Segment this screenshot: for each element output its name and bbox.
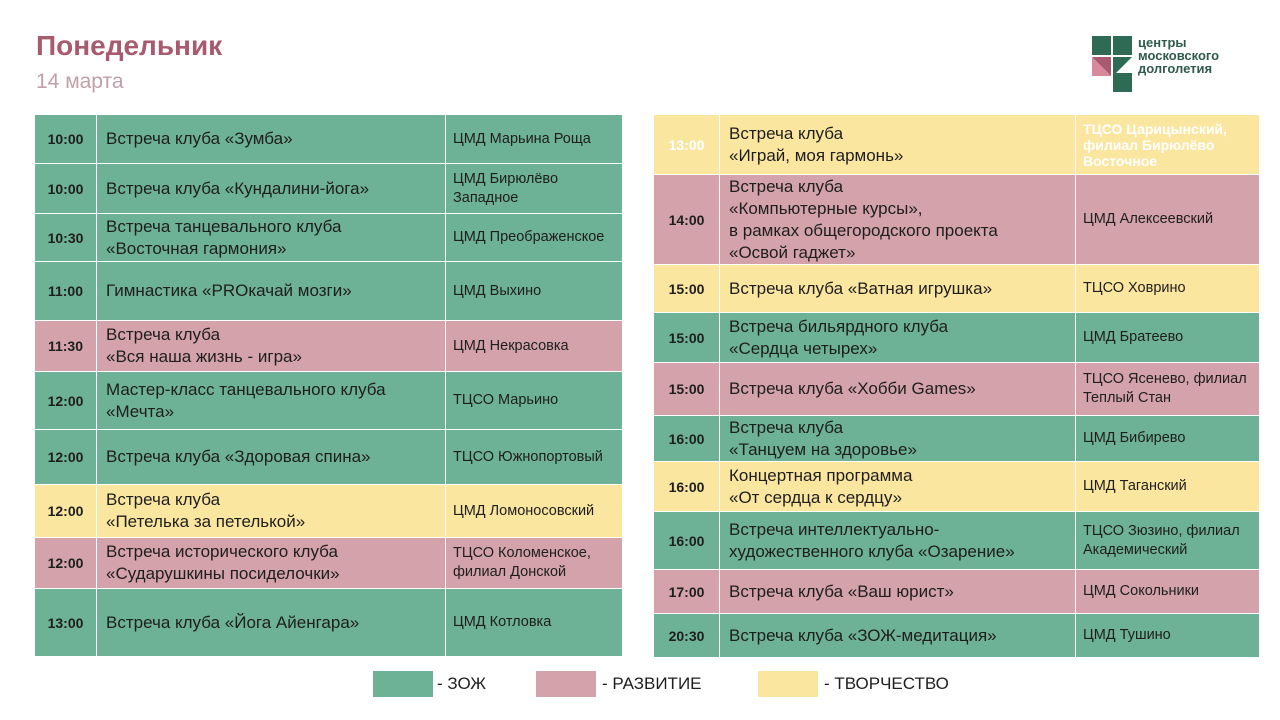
event-title-line: Встреча танцевального клуба — [106, 216, 342, 236]
event-time: 10:00 — [35, 164, 97, 214]
event-location: ЦМД Алексеевский — [1076, 175, 1260, 265]
event-title-line: Встреча клуба «Кундалини-йога» — [106, 178, 370, 198]
schedule-row — [35, 115, 623, 164]
event-title-line: Встреча клуба «Ватная игрушка» — [729, 278, 993, 298]
event-location: ЦМД Таганский — [1076, 462, 1260, 512]
event-location: ТЦСО Южнопортовый — [446, 430, 623, 485]
event-title — [97, 430, 446, 485]
event-location: ТЦСО Марьино — [446, 372, 623, 430]
event-time: 20:30 — [654, 614, 720, 658]
schedule-row — [654, 614, 1260, 658]
event-title-line: «Восточная гармония» — [106, 238, 287, 258]
schedule-row — [35, 538, 623, 589]
logo-line: центры — [1138, 35, 1187, 50]
event-time: 12:00 — [35, 430, 97, 485]
event-location: ТЦСО Зюзино, филиал Академический — [1076, 512, 1260, 570]
event-location: ТЦСО Ховрино — [1076, 265, 1260, 313]
event-title — [720, 313, 1076, 363]
event-time: 15:00 — [654, 313, 720, 363]
event-location: ЦМД Сокольники — [1076, 570, 1260, 614]
legend-label-tvorchestvo: - ТВОРЧЕСТВО — [824, 674, 949, 693]
event-time: 13:00 — [654, 115, 720, 175]
event-title — [720, 363, 1076, 416]
event-title-line: Встреча интеллектуально- — [729, 519, 940, 539]
event-title — [97, 321, 446, 372]
event-title-line: Встреча клуба «Ваш юрист» — [729, 581, 954, 601]
event-title — [720, 265, 1076, 313]
event-location: ЦМД Братеево — [1076, 313, 1260, 363]
event-title — [720, 115, 1076, 175]
event-location: ЦМД Бибирево — [1076, 416, 1260, 462]
event-location: ЦМД Бирюлёво Западное — [446, 164, 623, 214]
event-title-line: Встреча клуба «Зумба» — [106, 129, 293, 148]
schedule-row — [35, 485, 623, 538]
schedule-row — [654, 363, 1260, 416]
event-location: ТЦСО Ясенево, филиал Теплый Стан — [1076, 363, 1260, 416]
event-title-line: художественного клуба «Озарение» — [729, 541, 1015, 561]
event-title-line: Встреча клуба «Здоровая спина» — [106, 447, 371, 466]
event-title-line: Встреча бильярдного клуба — [729, 316, 949, 336]
schedule-row — [654, 265, 1260, 313]
event-time: 10:30 — [35, 214, 97, 262]
event-time: 12:00 — [35, 538, 97, 589]
event-location: ЦМД Котловка — [446, 589, 623, 657]
event-title-line: «Играй, моя гармонь» — [729, 145, 904, 165]
event-time: 15:00 — [654, 363, 720, 416]
event-title-line: Встреча клуба — [729, 123, 844, 143]
event-title-line: Встреча исторического клуба — [106, 542, 338, 561]
event-time: 13:00 — [35, 589, 97, 657]
event-time: 16:00 — [654, 416, 720, 462]
logo-line: московского — [1138, 48, 1220, 63]
event-title-line: «Петелька за петелькой» — [106, 512, 306, 531]
schedule-row — [654, 416, 1260, 462]
schedule-row — [654, 175, 1260, 265]
event-location: ЦМД Преображенское — [446, 214, 623, 262]
event-title-line: «Мечта» — [106, 401, 175, 421]
schedule-row — [654, 512, 1260, 570]
page-date: 14 марта — [36, 70, 124, 93]
event-title — [97, 262, 446, 321]
event-title — [720, 512, 1076, 570]
event-time: 16:00 — [654, 512, 720, 570]
event-title-line: Встреча клуба — [106, 325, 221, 344]
event-title — [720, 570, 1076, 614]
event-location: ЦМД Выхино — [446, 262, 623, 321]
legend-swatch-zoj — [373, 671, 433, 697]
event-title-line: в рамках общегородского проекта — [729, 220, 998, 240]
legend-swatch-razvitie — [536, 671, 596, 697]
logo — [1092, 34, 1252, 94]
event-time: 16:00 — [654, 462, 720, 512]
event-title — [97, 589, 446, 657]
event-time: 12:00 — [35, 372, 97, 430]
event-title-line: «Вся наша жизнь - игра» — [106, 347, 302, 366]
event-title — [97, 538, 446, 589]
event-title-line: Встреча клуба — [729, 176, 844, 196]
event-title-line: Встреча клуба — [106, 490, 221, 509]
event-title-line: Концертная программа — [729, 465, 913, 485]
event-title-line: «Сударушкины посиделочки» — [106, 564, 340, 583]
event-title — [720, 614, 1076, 658]
page-title: Понедельник — [36, 30, 223, 61]
event-title-line: «Танцуем на здоровье» — [729, 439, 917, 459]
event-title — [97, 164, 446, 214]
event-title-line: Встреча клуба «ЗОЖ-медитация» — [729, 625, 997, 645]
event-title — [97, 372, 446, 430]
event-location: ЦМД Марьина Роща — [446, 115, 623, 164]
event-title-line: Гимнастика «PROкачай мозги» — [106, 281, 352, 300]
schedule-row — [35, 589, 623, 657]
event-title — [720, 416, 1076, 462]
event-title — [720, 462, 1076, 512]
schedule-row — [654, 462, 1260, 512]
schedule-row — [654, 570, 1260, 614]
schedule-row — [35, 164, 623, 214]
event-title — [97, 115, 446, 164]
event-title-line: Встреча клуба «Йога Айенгара» — [106, 612, 360, 632]
event-time: 11:30 — [35, 321, 97, 372]
schedule-row — [654, 115, 1260, 175]
event-location: ЦМД Тушино — [1076, 614, 1260, 658]
event-location: ЦМД Ломоносовский — [446, 485, 623, 538]
event-location: ЦМД Некрасовка — [446, 321, 623, 372]
left-schedule-table — [34, 114, 623, 657]
event-time: 14:00 — [654, 175, 720, 265]
event-title-line: «Сердца четырех» — [729, 338, 878, 358]
logo-line: долголетия — [1138, 61, 1213, 76]
schedule-row — [35, 321, 623, 372]
event-title — [97, 485, 446, 538]
event-title — [97, 214, 446, 262]
logo-text — [1138, 36, 1219, 75]
event-time: 15:00 — [654, 265, 720, 313]
event-title-line: «Компьютерные курсы», — [729, 198, 923, 218]
schedule-row — [654, 313, 1260, 363]
schedule-row — [35, 372, 623, 430]
event-time: 10:00 — [35, 115, 97, 164]
legend-swatch-tvorchestvo — [758, 671, 818, 697]
schedule-row — [35, 214, 623, 262]
event-time: 17:00 — [654, 570, 720, 614]
event-time: 11:00 — [35, 262, 97, 321]
legend-label-razvitie: - РАЗВИТИЕ — [602, 674, 702, 693]
event-title-line: Мастер-класс танцевального клуба — [106, 379, 386, 399]
schedule-row — [35, 430, 623, 485]
legend — [0, 671, 1280, 697]
event-title-line: «Освой гаджет» — [729, 242, 856, 262]
event-location: ТЦСО Царицынский, филиал Бирюлёво Восточное — [1076, 115, 1260, 175]
logo-mark-icon — [1092, 36, 1132, 92]
legend-label-zoj: - ЗОЖ — [437, 674, 487, 693]
event-title-line: «От сердца к сердцу» — [729, 487, 903, 507]
event-time: 12:00 — [35, 485, 97, 538]
right-schedule-table — [653, 114, 1260, 658]
event-location: ТЦСО Коломенское, филиал Донской — [446, 538, 623, 589]
event-title-line: Встреча клуба «Хобби Games» — [729, 379, 976, 398]
event-title-line: Встреча клуба — [729, 417, 844, 437]
event-title — [720, 175, 1076, 265]
schedule-row — [35, 262, 623, 321]
